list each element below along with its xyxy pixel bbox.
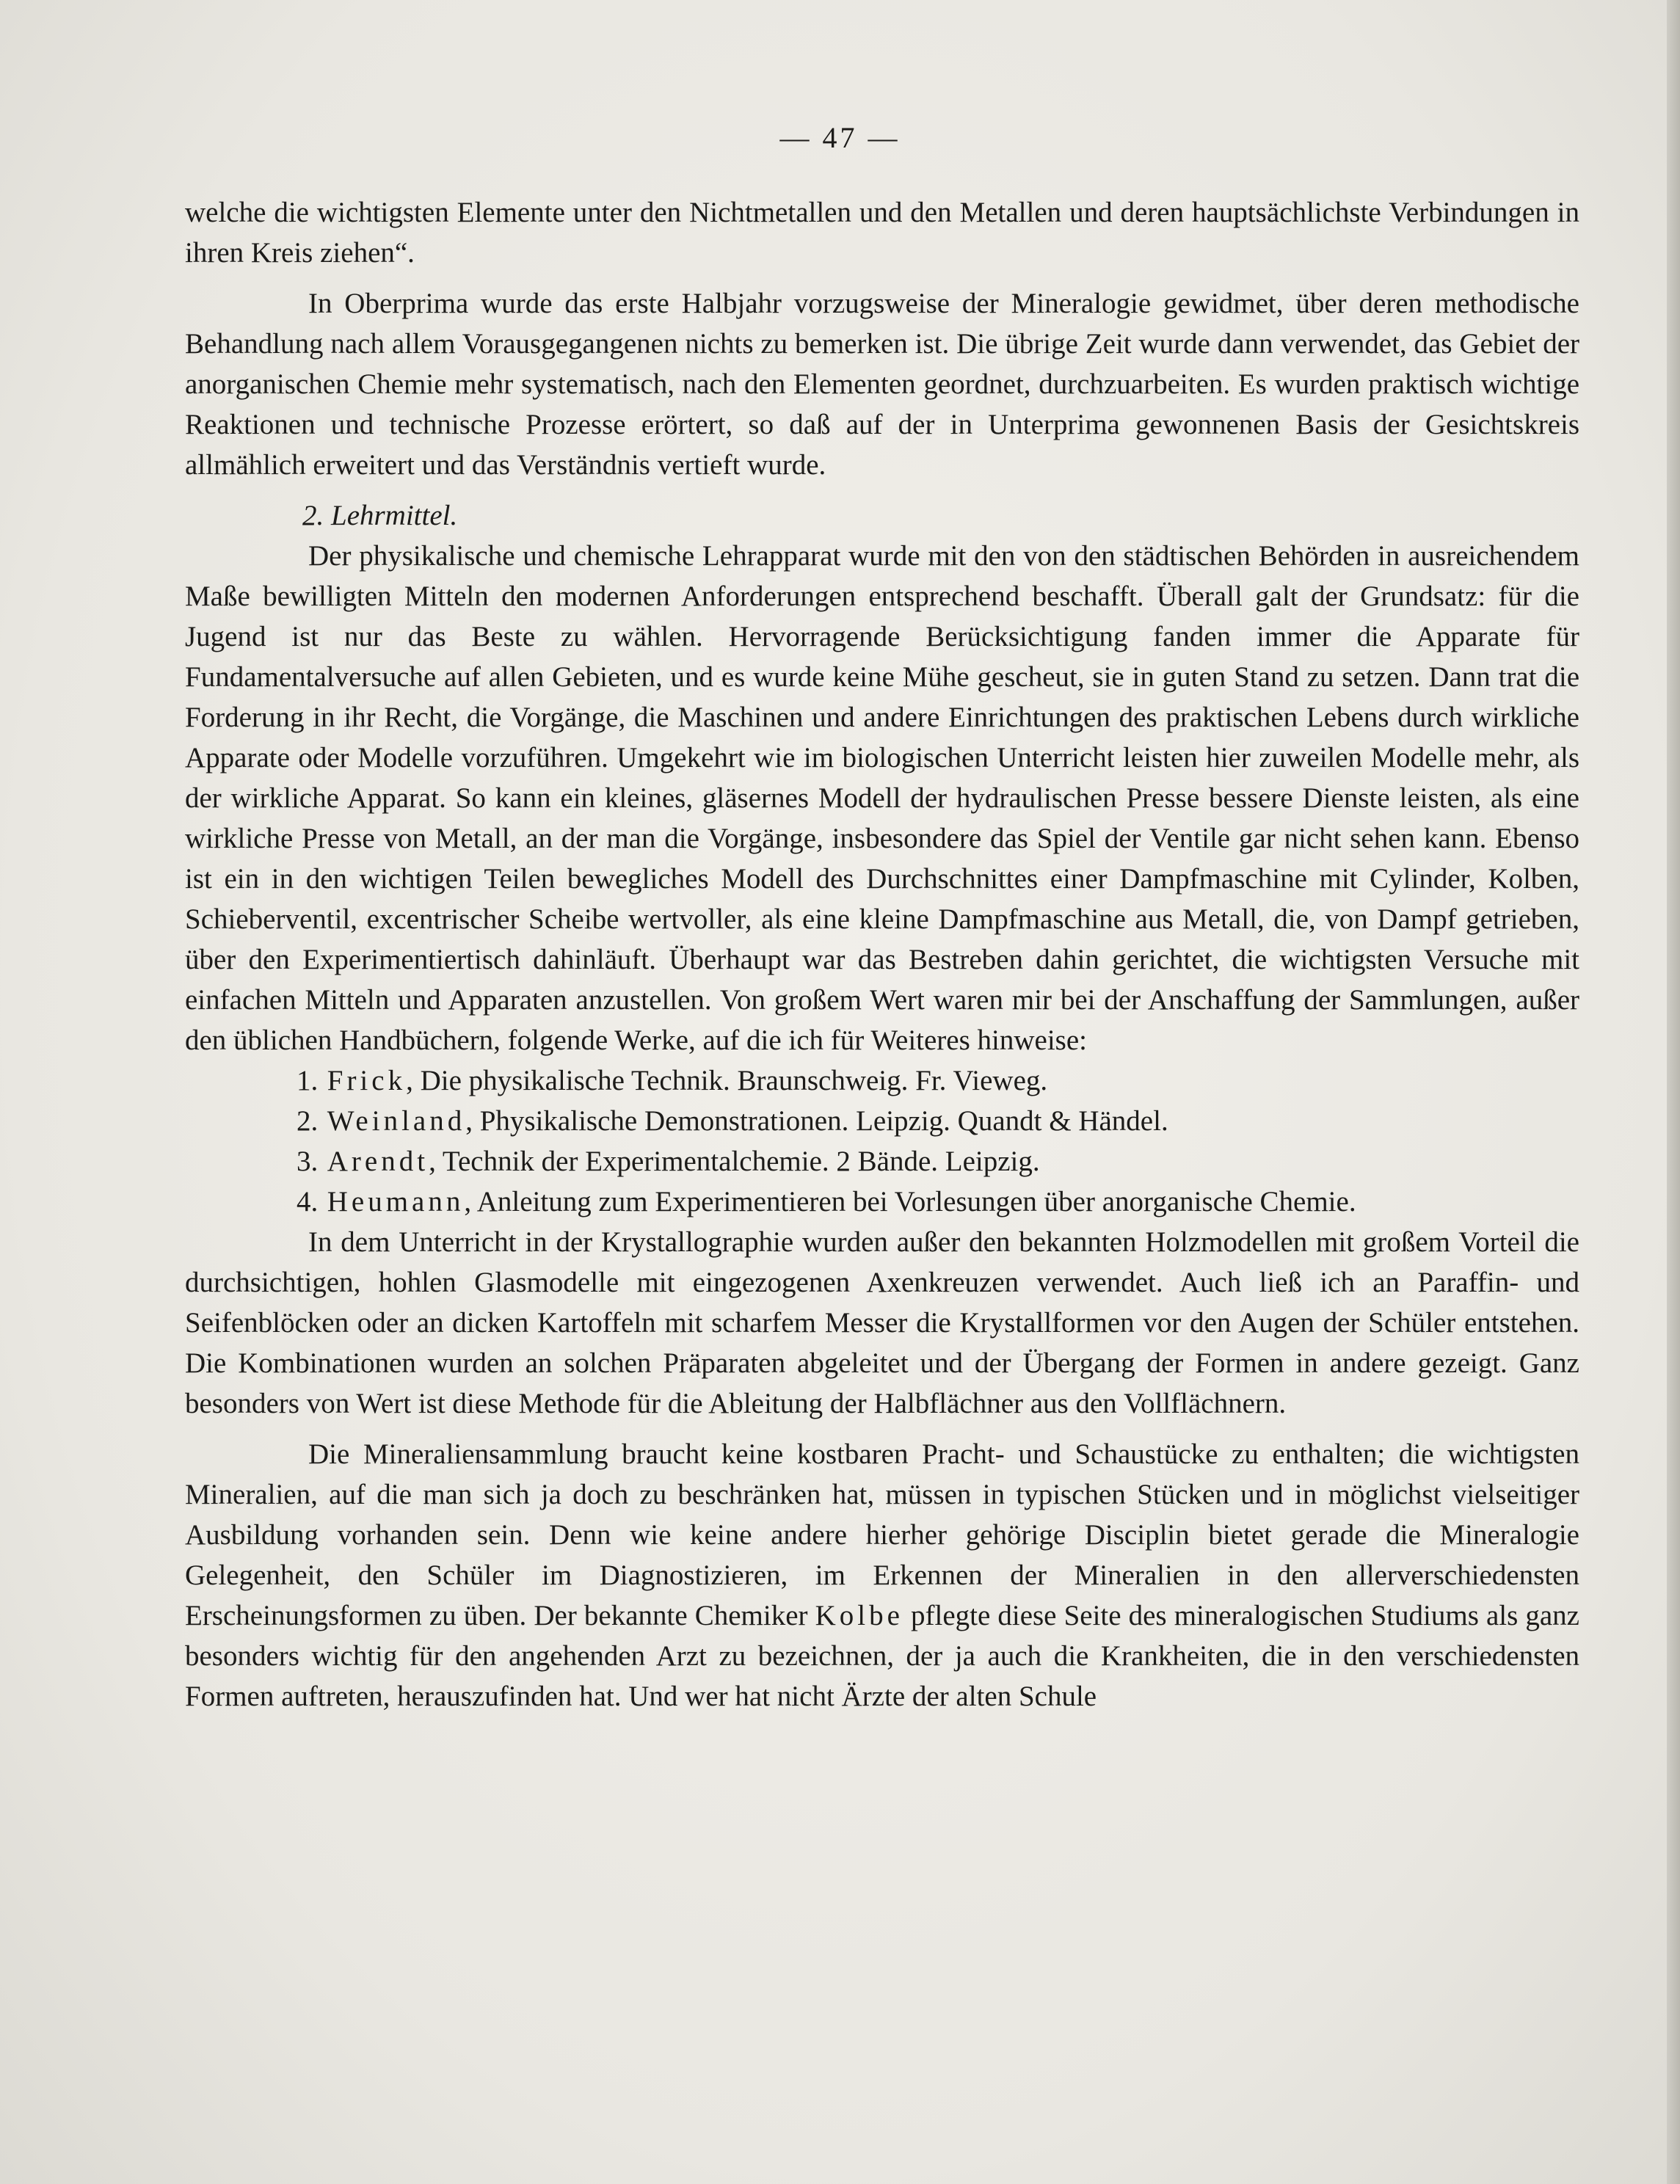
reference-title: , Physikalische Demonstrationen. Leipzig. Quandt & Händel. — [465, 1105, 1168, 1137]
reference-number: 3. — [297, 1146, 319, 1177]
paragraph-continuation: welche die wichtigsten Elemente unter den Nichtmetallen und den Metallen und deren hauptsächlichste Verbindungen in ihren Kreis ziehen“. — [185, 197, 1579, 269]
paragraph-krystallographie: In dem Unterricht in der Krystallographie wurden außer den bekannten Holzmodellen mit großem Vorteil die durchsichtigen, hohlen Glasmodelle mit eingezogenen Axenkreuzen verwendet. Auch ließ ich an Paraffin- und Seifenblöcken oder an dicken Kartoffeln mit scharfem Messer die Krystallformen vor den Augen der Schüler entstehen. Die Kombinationen wurden an solchen Präparaten abgeleitet und der Übergang der Formen in andere gezeigt. Ganz besonders von Wert ist diese Methode für die Ableitung der Halbflächner aus den Vollflächnern. — [185, 1226, 1579, 1419]
reference-number: 4. — [297, 1186, 319, 1217]
reference-item — [185, 1141, 1579, 1182]
page-number: — 47 — — [779, 121, 901, 154]
reference-author: Weinland — [327, 1105, 466, 1137]
reference-number: 2. — [297, 1105, 319, 1137]
paragraph-text: pflegte diese Seite des mineralogischen Studiums als ganz besonders wichtig für den angehenden Arzt zu bezeichnen, der ja auch die Krankheiten, die in den verschiedensten Formen auftreten, herauszufinden hat. Und wer hat nicht Ärzte der alten Schule — [185, 1600, 1579, 1712]
reference-title: , Technik der Experimentalchemie. 2 Bände. Leipzig. — [429, 1146, 1040, 1177]
paragraph-oberprima: In Oberprima wurde das erste Halbjahr vorzugsweise der Mineralogie gewidmet, über deren methodische Behandlung nach allem Vorausgegangenen nichts zu bemerken ist. Die übrige Zeit wurde dann verwendet, das Gebiet der anorganischen Chemie mehr systematisch, nach den Elementen geordnet, durchzuarbeiten. Es wurden praktisch wichtige Reaktionen und technische Prozesse erörtert, so daß auf der in Unterprima gewonnenen Basis der Gesichtskreis allmählich erweitert und das Verständnis vertieft wurde. — [185, 288, 1579, 481]
paragraph-text: Die Mineraliensammlung braucht keine kostbaren Pracht- und Schaustücke zu enthalten; die wichtigsten Mineralien, auf die man sich ja doch zu beschränken hat, müssen in typischen Stücken und in möglichst vielseitiger Ausbildung vorhanden sein. Denn wie keine andere hierher gehörige Disciplin bietet gerade die Mineralogie Gelegenheit, den Schüler im Diagnostizieren, im Erkennen der Mineralien in den allerverschiedensten Erscheinungsformen zu üben. Der bekannte Chemiker — [185, 1438, 1579, 1631]
reference-title: , Anleitung zum Experimentieren bei Vorlesungen über anorganische Chemie. — [464, 1186, 1356, 1217]
body-text — [185, 192, 1579, 1717]
reference-item — [185, 1060, 1579, 1101]
reference-author: Heumann — [327, 1186, 465, 1217]
reference-item — [185, 1101, 1579, 1141]
paragraph-mineraliensammlung — [185, 1434, 1579, 1717]
reference-author: Frick — [327, 1065, 407, 1096]
section-heading: 2. Lehrmittel. — [302, 500, 458, 531]
paragraph-lehrapparat: Der physikalische und chemische Lehrapparat wurde mit den von den städtischen Behörden in ausreichendem Maße bewilligten Mitteln den modernen Anforderungen entsprechend beschafft. Überall galt der Grundsatz: für die Jugend ist nur das Beste zu wählen. Hervorragende Berücksichtigung fanden immer die Apparate für Fundamentalversuche auf allen Gebieten, und es wurde keine Mühe gescheut, sie in guten Stand zu setzen. Dann trat die Forderung in ihr Recht, die Vorgänge, die Maschinen und andere Einrichtungen des praktischen Lebens durch wirkliche Apparate oder Modelle vorzuführen. Umgekehrt wie im biologischen Unterricht leisten hier zuweilen Modelle mehr, als der wirkliche Apparat. So kann ein kleines, gläsernes Modell der hydraulischen Presse bessere Dienste leisten, als eine wirkliche Presse von Metall, an der man die Vorgänge, insbesondere das Spiel der Ventile gar nicht sehen kann. Ebenso ist ein in den wichtigen Teilen bewegliches Modell des Durchschnittes einer Dampfmaschine mit Cylinder, Kolben, Schieberventil, excentrischer Scheibe wertvoller, als eine kleine Dampfmaschine aus Metall, die, von Dampf getrieben, über den Experimentiertisch dahinläuft. Überhaupt war das Bestreben dahin gerichtet, die wichtigsten Versuche mit einfachen Mitteln und Apparaten anzustellen. Von großem Wert waren mir bei der Anschaffung der Sammlungen, außer den üblichen Handbüchern, folgende Werke, auf die ich für Weiteres hinweise: — [185, 540, 1579, 1056]
reference-item — [185, 1182, 1579, 1222]
reference-author: Arendt — [327, 1146, 429, 1177]
reference-number: 1. — [297, 1065, 319, 1096]
reference-list — [185, 1060, 1579, 1222]
reference-title: , Die physikalische Technik. Braunschweig. Fr. Vieweg. — [406, 1065, 1048, 1096]
page-edge-shadow — [1667, 0, 1680, 2184]
person-name: Kolbe — [815, 1600, 903, 1631]
